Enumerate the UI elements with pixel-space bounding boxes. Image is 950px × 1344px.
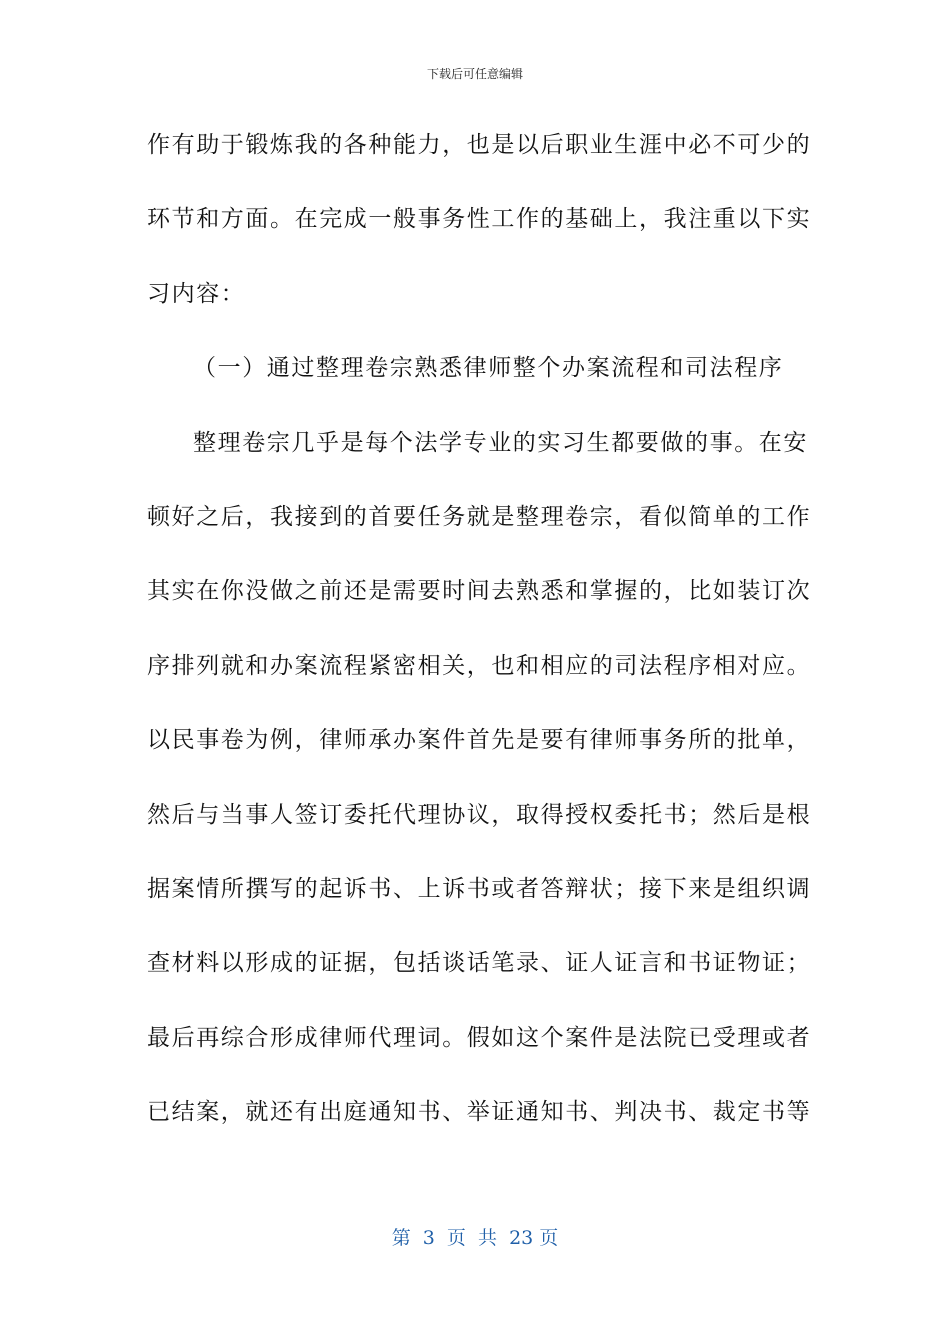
body-line: 查材料以形成的证据，包括谈话笔录、证人证言和书证物证； xyxy=(147,950,812,977)
body-line: 序排列就和办案流程紧密相关，也和相应的司法程序相对应。 xyxy=(147,652,812,679)
section-heading: （一）通过整理卷宗熟悉律师整个办案流程和司法程序 xyxy=(193,355,784,382)
document-body xyxy=(147,124,812,1165)
body-line: 据案情所撰写的起诉书、上诉书或者答辩状；接下来是组织调 xyxy=(147,875,812,902)
body-line: 以民事卷为例，律师承办案件首先是要有律师事务所的批单， xyxy=(147,727,812,754)
body-line: 环节和方面。在完成一般事务性工作的基础上，我注重以下实 xyxy=(147,206,812,233)
body-line: 其实在你没做之前还是需要时间去熟悉和掌握的，比如装订次 xyxy=(147,578,812,605)
body-line: 最后再综合形成律师代理词。假如这个案件是法院已受理或者 xyxy=(147,1024,812,1051)
body-line: 整理卷宗几乎是每个法学专业的实习生都要做的事。在安 xyxy=(193,429,808,456)
body-line: 作有助于锻炼我的各种能力，也是以后职业生涯中必不可少的 xyxy=(147,132,812,158)
body-line: 顿好之后，我接到的首要任务就是整理卷宗，看似简单的工作 xyxy=(147,503,812,530)
body-line: 已结案，就还有出庭通知书、举证通知书、判决书、裁定书等 xyxy=(147,1099,812,1126)
page-header: 下载后可任意编辑 xyxy=(426,67,523,81)
page-number-footer: 第 3 页 共 23 页 xyxy=(391,1227,559,1249)
body-line: 习内容： xyxy=(147,280,246,307)
body-line: 然后与当事人签订委托代理协议，取得授权委托书；然后是根 xyxy=(147,801,812,828)
